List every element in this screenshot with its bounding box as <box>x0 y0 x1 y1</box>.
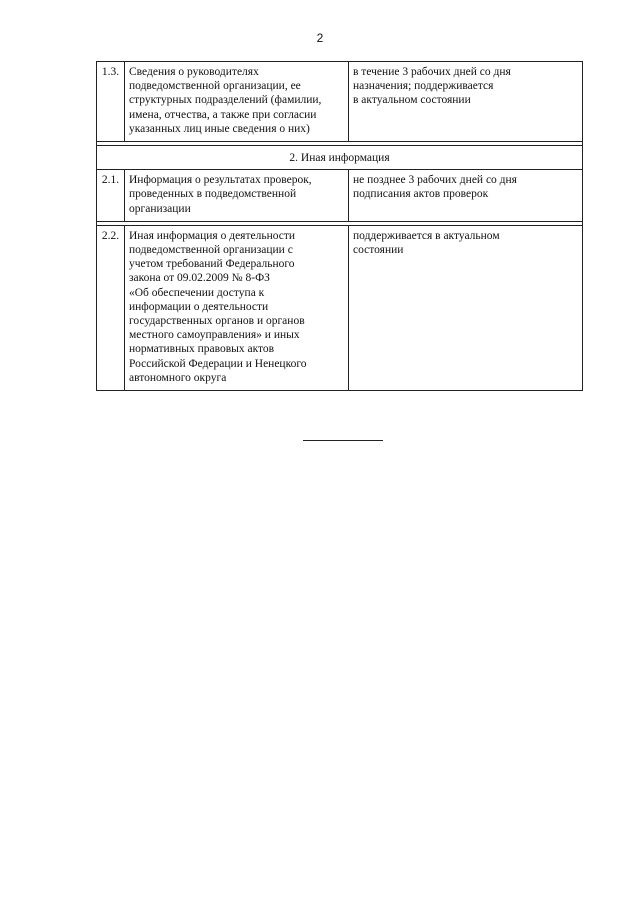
text-line: подведомственной организации, ее <box>129 80 301 93</box>
text-line: в актуальном состоянии <box>353 94 471 107</box>
section-header-row <box>97 146 583 170</box>
row-term <box>349 62 583 142</box>
text-line: автономного округа <box>129 371 227 384</box>
row-number: 2.1. <box>97 170 125 222</box>
text-line: Иная информация о деятельности <box>129 229 296 242</box>
text-line: не позднее 3 рабочих дней со дня <box>353 174 517 187</box>
text-line: подписания актов проверок <box>353 188 489 201</box>
page-number: 2 <box>316 31 324 45</box>
row-description <box>125 170 349 222</box>
row-description <box>125 225 349 390</box>
row-term <box>349 170 583 222</box>
table-row <box>97 170 583 222</box>
text-line: проведенных в подведомственной <box>129 188 297 201</box>
text-line: структурных подразделений (фамилии, <box>129 94 322 107</box>
text-line: поддерживается в актуальном <box>353 229 500 242</box>
row-description <box>125 62 349 142</box>
table-row <box>97 62 583 142</box>
text-line: в течение 3 рабочих дней со дня <box>353 66 511 78</box>
table-row <box>97 225 583 390</box>
text-line: подведомственной организации с <box>129 244 293 257</box>
row-number: 1.3. <box>97 62 125 142</box>
text-line: организации <box>129 202 191 215</box>
text-line: Российской Федерации и Ненецкого <box>129 357 307 370</box>
text-line: нормативных правовых актов <box>129 343 275 356</box>
row-number: 2.2. <box>97 225 125 390</box>
row-term <box>349 225 583 390</box>
text-line: Информация о результатах проверок, <box>129 174 312 187</box>
text-line: состоянии <box>353 244 404 257</box>
text-line: имена, отчества, а также при согласии <box>129 108 317 121</box>
text-line: информации о деятельности <box>129 300 269 313</box>
text-line: назначения; поддерживается <box>353 80 494 93</box>
text-line: указанных лиц иные сведения о них) <box>129 122 310 135</box>
text-line: государственных органов и органов <box>129 315 305 328</box>
information-table <box>96 61 583 391</box>
text-line: «Об обеспечении доступа к <box>129 286 265 299</box>
section-title: 2. Иная информация <box>97 146 583 170</box>
end-of-document-rule <box>303 440 383 441</box>
text-line: местного самоуправления» и иных <box>129 329 300 342</box>
text-line: закона от 09.02.2009 № 8-ФЗ <box>129 272 270 285</box>
text-line: Сведения о руководителях <box>129 66 259 78</box>
text-line: учетом требований Федерального <box>129 258 295 271</box>
